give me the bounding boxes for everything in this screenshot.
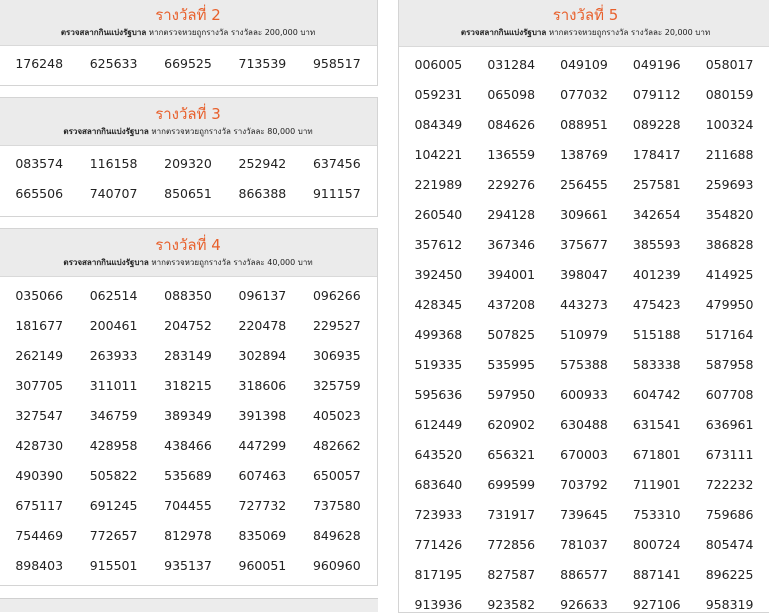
prize-number: 096266 (312, 288, 361, 303)
prize-number: 637456 (312, 156, 361, 171)
prize-number: 257581 (632, 177, 681, 192)
prize-number: 062514 (89, 288, 138, 303)
prize-number: 600933 (560, 387, 608, 402)
prize-number: 084349 (414, 117, 463, 132)
prize-number: 675117 (15, 498, 64, 513)
prize-number: 220478 (238, 318, 287, 333)
prize-number: 259693 (705, 177, 754, 192)
prize-5-header (399, 0, 769, 47)
prize-number: 006005 (414, 57, 463, 72)
prize-number: 318606 (238, 378, 287, 393)
prize-number: 327547 (15, 408, 64, 423)
prize-number: 665506 (15, 186, 64, 201)
prize-number: 088951 (560, 117, 608, 132)
prize-number: 898403 (15, 558, 64, 573)
prize-number: 625633 (89, 56, 138, 71)
prize-number: 737580 (312, 498, 361, 513)
prize-number: 318215 (164, 378, 212, 393)
prize-number: 262149 (15, 348, 64, 363)
prize-number: 221989 (414, 177, 463, 192)
prize-number: 482662 (312, 438, 361, 453)
prize-number: 342654 (632, 207, 681, 222)
prize-number: 913936 (414, 597, 463, 612)
prize-number: 354820 (705, 207, 754, 222)
prize-number: 211688 (705, 147, 754, 162)
prize-number: 704455 (164, 498, 212, 513)
prize-number: 079112 (632, 87, 681, 102)
prize-3-header (0, 98, 377, 146)
prize-number: 394001 (487, 267, 536, 282)
prize-number: 507825 (487, 327, 536, 342)
prize-number: 739645 (560, 507, 608, 522)
prize-number: 960051 (238, 558, 287, 573)
prize-number: 935137 (164, 558, 212, 573)
prize-number: 392450 (414, 267, 463, 282)
prize-number: 671801 (632, 447, 681, 462)
prize-number: 535995 (487, 357, 536, 372)
prize-number: 414925 (705, 267, 754, 282)
prize-number: 475423 (632, 297, 681, 312)
prize-number: 896225 (705, 567, 754, 582)
prize-number: 181677 (15, 318, 64, 333)
prize-number: 771426 (414, 537, 463, 552)
prize-number: 398047 (560, 267, 608, 282)
prize-number: 650057 (312, 468, 361, 483)
prize-number: 827587 (487, 567, 536, 582)
prize-number: 607708 (705, 387, 754, 402)
prize-number: 447299 (238, 438, 287, 453)
prize-number: 200461 (89, 318, 138, 333)
prize-4-panel (0, 228, 378, 586)
prize-number: 510979 (560, 327, 608, 342)
prize-number: 923582 (487, 597, 536, 612)
prize-number: 499368 (414, 327, 463, 342)
prize-number: 035066 (15, 288, 64, 303)
prize-3-numbers (0, 146, 377, 209)
prize-number: 088350 (164, 288, 212, 303)
prize-number: 490390 (15, 468, 64, 483)
prize-number: 740707 (89, 186, 138, 201)
prize-number: 204752 (164, 318, 212, 333)
prize-number: 683640 (414, 477, 463, 492)
prize-2-numbers (0, 46, 377, 79)
prize-number: 805474 (705, 537, 754, 552)
prize-number: 084626 (487, 117, 536, 132)
prize-number: 405023 (312, 408, 361, 423)
prize-number: 620902 (487, 417, 536, 432)
prize-number: 375677 (560, 237, 608, 252)
prize-4-numbers (0, 277, 377, 581)
prize-number: 800724 (632, 537, 681, 552)
prize-number: 294128 (487, 207, 536, 222)
prize-number: 575388 (560, 357, 608, 372)
prize-number: 731917 (487, 507, 536, 522)
prize-number: 065098 (487, 87, 536, 102)
prize-number: 306935 (312, 348, 361, 363)
prize-number: 915501 (89, 558, 138, 573)
prize-4-header (0, 229, 377, 277)
prize-number: 437208 (487, 297, 536, 312)
prize-number: 630488 (560, 417, 608, 432)
prize-number: 772657 (89, 528, 138, 543)
prize-number: 759686 (705, 507, 754, 522)
prize-number: 252942 (238, 156, 287, 171)
prize-number: 781037 (560, 537, 608, 552)
prize-number: 283149 (164, 348, 212, 363)
prize-number: 587958 (705, 357, 754, 372)
prize-number: 535689 (164, 468, 212, 483)
prize-number: 209320 (164, 156, 212, 171)
prize-number: 346759 (89, 408, 138, 423)
prize-number: 887141 (632, 567, 681, 582)
prize-5-title: รางวัลที่ 5 (552, 6, 619, 24)
prize-number: 727732 (238, 498, 287, 513)
prize-number: 178417 (632, 147, 681, 162)
prize-number: 311011 (89, 378, 138, 393)
prize-number: 138769 (560, 147, 608, 162)
prize-number: 229276 (487, 177, 536, 192)
prize-number: 669525 (164, 56, 212, 71)
prize-number: 325759 (312, 378, 361, 393)
prize-5-subtitle: ตรวจสลากกินแบ่งรัฐบาล หากตรวจหวยถูกรางวัล รางวัลละ 20,000 บาท (460, 28, 711, 37)
prize-number: 835069 (238, 528, 287, 543)
prize-4-title: รางวัลที่ 4 (155, 236, 221, 254)
prize-number: 597950 (487, 387, 536, 402)
prize-number: 302894 (238, 348, 287, 363)
prize-number: 958319 (705, 597, 754, 612)
prize-number: 428730 (15, 438, 64, 453)
prize-number: 389349 (164, 408, 212, 423)
prize-number: 515188 (632, 327, 681, 342)
prize-5-panel (398, 0, 769, 613)
prize-number: 866388 (238, 186, 287, 201)
prize-number: 631541 (632, 417, 681, 432)
prize-number: 754469 (15, 528, 64, 543)
prize-number: 100324 (705, 117, 754, 132)
prize-number: 636961 (705, 417, 754, 432)
prize-number: 309661 (560, 207, 608, 222)
prize-number: 911157 (312, 186, 361, 201)
prize-number: 049196 (632, 57, 681, 72)
prize-number: 428345 (414, 297, 463, 312)
prize-number: 176248 (15, 56, 64, 71)
prize-number: 080159 (705, 87, 754, 102)
prize-number: 713539 (238, 56, 287, 71)
prize-number: 772856 (487, 537, 536, 552)
prize-number: 357612 (414, 237, 463, 252)
prize-number: 083574 (15, 156, 64, 171)
prize-number: 753310 (632, 507, 681, 522)
prize-number: 367346 (487, 237, 536, 252)
prize-number: 136559 (487, 147, 536, 162)
prize-2-title: รางวัลที่ 2 (155, 6, 221, 24)
prize-number: 850651 (164, 186, 212, 201)
prize-number: 479950 (705, 297, 754, 312)
prize-number: 391398 (238, 408, 287, 423)
prize-number: 711901 (632, 477, 681, 492)
prize-number: 656321 (487, 447, 536, 462)
prize-number: 089228 (632, 117, 681, 132)
prize-number: 519335 (414, 357, 463, 372)
prize-number: 077032 (560, 87, 608, 102)
prize-3-panel (0, 97, 378, 217)
prize-number: 849628 (312, 528, 361, 543)
footer-strip (0, 598, 378, 612)
prize-number: 722232 (705, 477, 754, 492)
prize-2-panel (0, 0, 378, 86)
prize-number: 595636 (414, 387, 463, 402)
prize-number: 583338 (632, 357, 681, 372)
prize-2-subtitle: ตรวจสลากกินแบ่งรัฐบาล หากตรวจหวยถูกรางวัล รางวัลละ 200,000 บาท (60, 28, 316, 37)
prize-number: 428958 (89, 438, 138, 453)
prize-number: 643520 (414, 447, 463, 462)
prize-number: 612449 (414, 417, 463, 432)
prize-number: 607463 (238, 468, 287, 483)
prize-number: 958517 (312, 56, 361, 71)
prize-number: 670003 (560, 447, 608, 462)
prize-number: 049109 (560, 57, 608, 72)
prize-number: 505822 (89, 468, 138, 483)
prize-number: 960960 (312, 558, 361, 573)
prize-3-title: รางวัลที่ 3 (155, 105, 221, 123)
prize-number: 229527 (312, 318, 361, 333)
prize-number: 104221 (414, 147, 463, 162)
prize-3-subtitle: ตรวจสลากกินแบ่งรัฐบาล หากตรวจหวยถูกรางวัล รางวัลละ 80,000 บาท (63, 127, 313, 136)
prize-2-header (0, 0, 377, 46)
prize-number: 307705 (15, 378, 64, 393)
prize-number: 517164 (705, 327, 754, 342)
prize-number: 886577 (560, 567, 608, 582)
prize-number: 699599 (487, 477, 536, 492)
prize-number: 385593 (632, 237, 681, 252)
prize-number: 096137 (238, 288, 287, 303)
prize-number: 673111 (705, 447, 754, 462)
prize-number: 812978 (164, 528, 212, 543)
prize-number: 031284 (487, 57, 536, 72)
prize-number: 438466 (164, 438, 212, 453)
prize-number: 059231 (414, 87, 463, 102)
prize-5-numbers (399, 47, 769, 613)
prize-number: 817195 (414, 567, 463, 582)
prize-number: 604742 (632, 387, 681, 402)
prize-number: 927106 (632, 597, 681, 612)
prize-number: 116158 (89, 156, 138, 171)
prize-number: 401239 (632, 267, 681, 282)
prize-number: 058017 (705, 57, 754, 72)
prize-number: 926633 (560, 597, 608, 612)
prize-number: 723933 (414, 507, 463, 522)
prize-number: 703792 (560, 477, 608, 492)
prize-number: 263933 (89, 348, 138, 363)
prize-number: 443273 (560, 297, 608, 312)
prize-number: 260540 (414, 207, 463, 222)
prize-4-subtitle: ตรวจสลากกินแบ่งรัฐบาล หากตรวจหวยถูกรางวัล รางวัลละ 40,000 บาท (63, 258, 313, 267)
prize-number: 386828 (705, 237, 754, 252)
prize-number: 256455 (560, 177, 608, 192)
prize-number: 691245 (89, 498, 138, 513)
